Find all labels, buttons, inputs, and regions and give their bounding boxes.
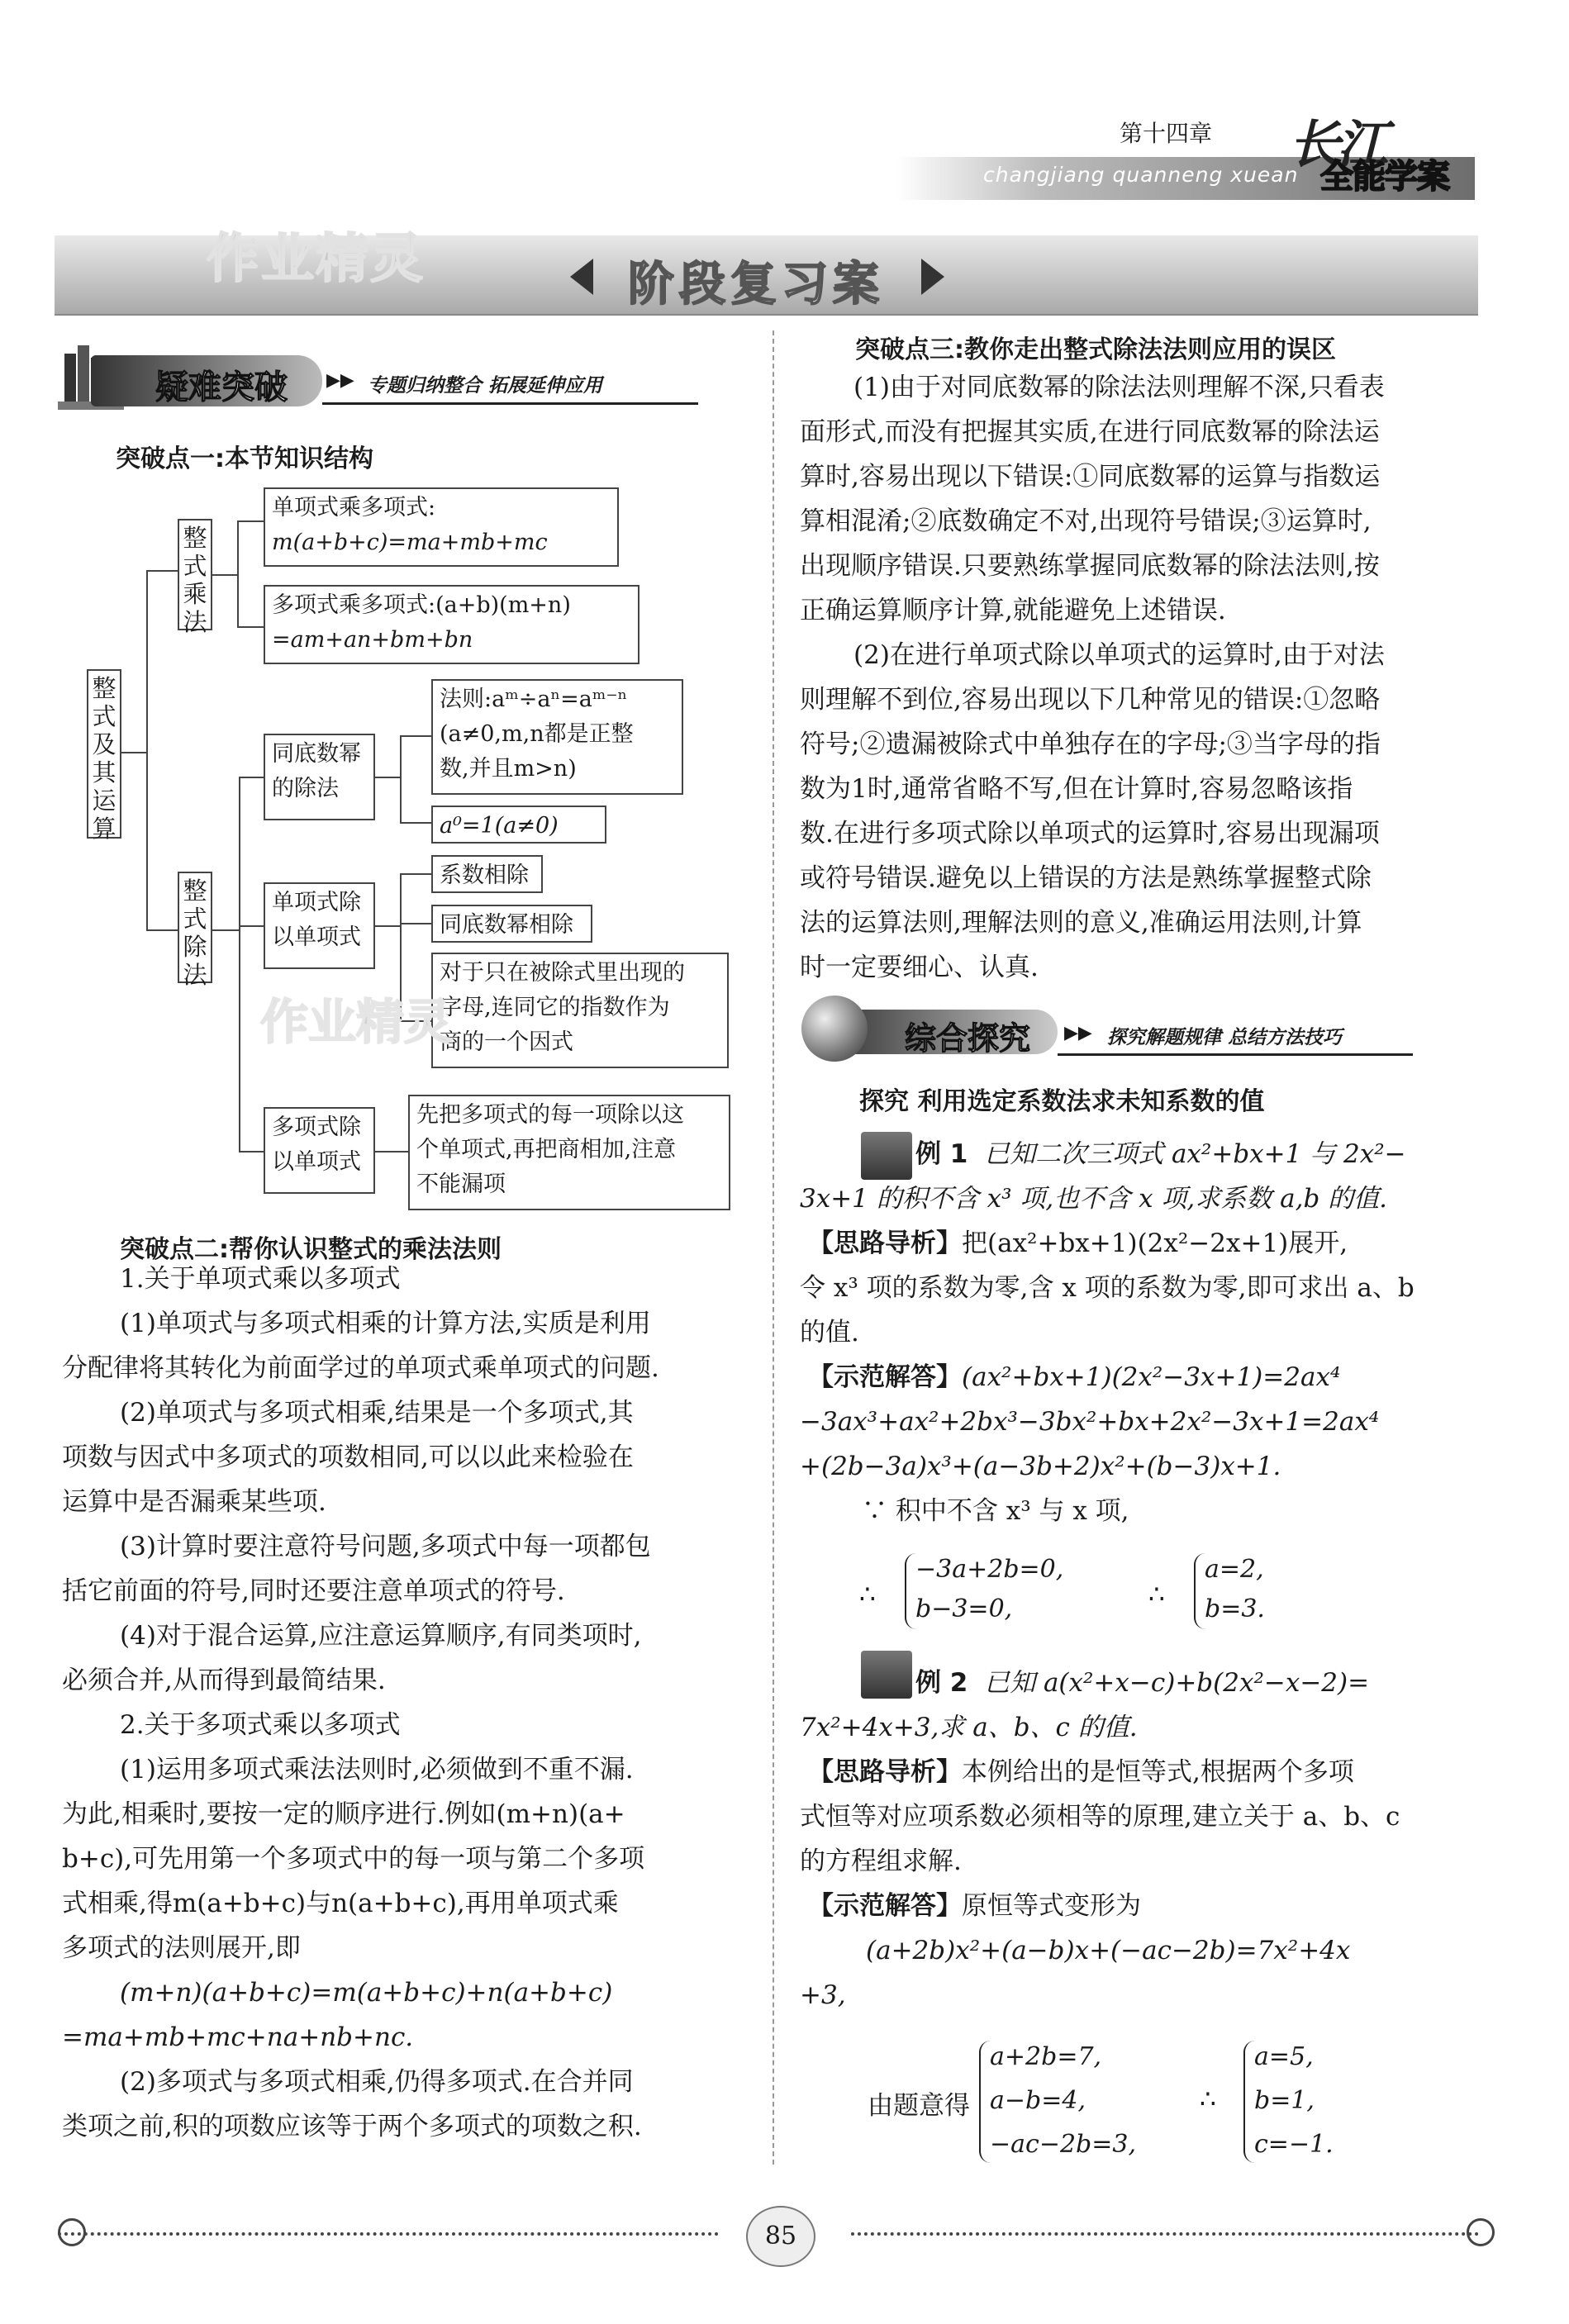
- header-pinyin: changjiang quanneng xuean: [983, 163, 1299, 187]
- column-divider: [773, 330, 774, 2165]
- tree-poly-rule: 先把多项式的每一项除以这 个单项式,再把商相加,注意 不能漏项: [408, 1095, 730, 1210]
- para-line: 必须合并,从而得到最简结果.: [62, 1666, 386, 1695]
- point2-title: 突破点二:帮你认识整式的乘法法则: [120, 1235, 502, 1264]
- section1-subtitle: 专题归纳整合 拓展延伸应用: [368, 374, 603, 397]
- banner-title: 阶段复习案: [628, 258, 884, 311]
- para-line: 项数与因式中多项式的项数相同,可以以此来检验在: [62, 1442, 634, 1472]
- double-arrow-icon: ▶▶: [326, 370, 354, 391]
- think-label: 【思路导析】: [808, 1757, 962, 1787]
- para-line: 2.关于多项式乘以多项式: [120, 1710, 401, 1740]
- para-line: 算相混淆;②底数确定不对,出现符号错误;③运算时,: [800, 506, 1372, 536]
- para-line: 数.在进行多项式除以单项式的运算时,容易出现漏项: [800, 819, 1380, 848]
- therefore-symbol: ∴: [1148, 1580, 1165, 1609]
- system2: a+2b=7, a−b=4, −ac−2b=3,: [990, 2042, 1137, 2159]
- system1: −3a+2b=0, b−3=0,: [915, 1555, 1064, 1623]
- left-body: [62, 1257, 764, 2149]
- tree-coef-div: 系数相除: [431, 855, 543, 893]
- para-line: 分配律将其转化为前面学过的单项式乘单项式的问题.: [62, 1353, 659, 1383]
- para-line: 类项之前,积的项数应该等于两个多项式的项数之积.: [62, 2112, 642, 2141]
- example2-label: 例 2: [915, 1668, 968, 1698]
- banner-right-arrow-icon: [921, 259, 944, 295]
- tree-same-base-div: 同底数幂相除: [431, 905, 592, 943]
- explore-title: 探究 利用选定系数法求未知系数的值: [859, 1087, 1265, 1116]
- para-line: 法的运算法则,理解法则的意义,准确运用法则,计算: [800, 908, 1362, 938]
- para-line: 时一定要细心、认真.: [800, 953, 1039, 982]
- para-line: 出现顺序错误.只要熟练掌握同底数幂的除法法则,按: [800, 551, 1380, 581]
- think-label: 【思路导析】: [808, 1229, 962, 1258]
- tree-poly-div-mono: 多项式除以单项式: [264, 1107, 375, 1194]
- example1-label: 例 1: [915, 1139, 968, 1169]
- para-line: (2)多项式与多项式相乘,仍得多项式.在合并同: [120, 2067, 634, 2097]
- given-text: 由题意得: [868, 2091, 970, 2121]
- chapter-label: 第十四章: [1120, 120, 1213, 147]
- formula-line: =ma+mb+mc+na+nb+nc.: [62, 2022, 414, 2052]
- example2: 例 2 已知 a(x²+x−c)+b(2x²−x−2)= 7x²+4x+3,求 a、b、c 的值. 【思路导析】本例给出的是恒等式,根据两个多项 式恒等对应项系数必须相等的原理,建立关于 a、b、c 的方程组求解. 【示范解答】原恒等式变形为 (a+2b)x²+(a−b)x+(−ac−2b)=7x²+4x +3,: [800, 1668, 1400, 2010]
- right-body: [800, 365, 1494, 990]
- para-line: (2)单项式与多项式相乘,结果是一个多项式,其: [120, 1398, 634, 1428]
- para-line: 符号;②遗漏被除式中单独存在的字母;③当字母的指: [800, 730, 1381, 759]
- section2-underline: [1058, 1053, 1413, 1056]
- section2-subtitle: 探究解题规律 总结方法技巧: [1107, 1026, 1343, 1048]
- tree-only-in-dividend: 对于只在被除式里出现的 字母,连同它的指数作为 商的一个因式: [431, 953, 729, 1068]
- globe-icon: [801, 996, 868, 1062]
- section2-title: 综合探究: [905, 1020, 1031, 1057]
- tree-same-base: 同底数幂的除法: [264, 734, 375, 820]
- tree-mono-poly: 单项式乘多项式: m(a+b+c)=ma+mb+mc: [264, 487, 619, 567]
- para-line: (1)单项式与多项式相乘的计算方法,实质是利用: [120, 1309, 651, 1338]
- example1: 例 1 已知二次三项式 ax²+bx+1 与 2x²− 3x+1 的积不含 x³ 项,也不含 x 项,求系数 a,b 的值. 【思路导析】把(ax²+bx+1)(2x²−2x+1)展开, 令 x³ 项的系数为零,含 x 项的系数为零,即可求出 a、b 的值. 【示范解答】(ax²+bx+1)(2x²−3x+1)=2ax⁴ −3ax³+ax²+2bx³−3bx²+bx+2x²−3x+1=2ax⁴ +(2b−3a)x³+(a−3b+2)x²+(b−3)x+1. ∵ 积中不含 x³ 与 x 项,: [800, 1139, 1414, 1526]
- para-line: 为此,相乘时,要按一定的顺序进行.例如(m+n)(a+: [62, 1799, 625, 1829]
- tree-poly-poly: 多项式乘多项式:(a+b)(m+n) =am+an+bm+bn: [264, 585, 639, 664]
- logo-text: 全能学案: [1320, 158, 1449, 196]
- watermark-mid: 作业精灵: [260, 994, 453, 1050]
- answer1: a=2, b=3.: [1205, 1555, 1265, 1623]
- tree-mult: 整式乘法: [178, 519, 212, 630]
- para-line: 则理解不到位,容易出现以下几种常见的错误:①忽略: [800, 685, 1381, 715]
- section1-underline: [322, 402, 698, 405]
- para-line: 1.关于单项式乘以多项式: [120, 1264, 401, 1294]
- para-line: 或符号错误.避免以上错误的方法是熟练掌握整式除: [800, 863, 1372, 893]
- tree-mono-div-mono: 单项式除以单项式: [264, 882, 375, 969]
- tree-rule: 法则:aᵐ÷aⁿ=aᵐ⁻ⁿ (a≠0,m,n都是正整 数,并且m>n): [431, 679, 683, 795]
- therefore-symbol: ∴: [859, 1580, 876, 1609]
- section1-title: 疑难突破: [155, 368, 288, 406]
- footer-dotted-left: [58, 2232, 719, 2236]
- para-line: (3)计算时要注意符号问题,多项式中每一项都包: [120, 1532, 651, 1561]
- tree-root: 整式及其运算: [87, 669, 121, 839]
- point3-title: 突破点三:教你走出整式除法法则应用的误区: [855, 335, 1336, 364]
- watermark-top: 作业精灵: [207, 228, 425, 290]
- para-line: 面形式,而没有把握其实质,在进行同底数幂的除法运: [800, 417, 1380, 447]
- answer2: a=5, b=1, c=−1.: [1254, 2042, 1334, 2159]
- para-line: 多项式的法则展开,即: [62, 1933, 301, 1963]
- para-line: (2)在进行单项式除以单项式的运算时,由于对法: [853, 640, 1385, 670]
- para-line: (4)对于混合运算,应注意运算顺序,有同类项时,: [120, 1621, 642, 1651]
- logo-cjk: 长江: [1289, 114, 1386, 174]
- para-line: (1)由于对同底数幂的除法法则理解不深,只看表: [853, 373, 1385, 402]
- para-line: (1)运用多项式乘法法则时,必须做到不重不漏.: [120, 1755, 634, 1785]
- point1-title: 突破点一:本节知识结构: [116, 444, 373, 473]
- formula-line: (m+n)(a+b+c)=m(a+b+c)+n(a+b+c): [120, 1978, 613, 2008]
- footer-dotted-right: [851, 2232, 1479, 2236]
- para-line: b+c),可先用第一个多项式中的每一项与第二个多项: [62, 1844, 645, 1874]
- double-arrow-icon: ▶▶: [1064, 1023, 1092, 1043]
- tree-div: 整式除法: [178, 872, 212, 983]
- page-number: 85: [746, 2206, 815, 2267]
- swirl-right-icon: [1467, 2218, 1495, 2246]
- para-line: 式相乘,得m(a+b+c)与n(a+b+c),再用单项式乘: [62, 1889, 619, 1918]
- para-line: 算时,容易出现以下错误:①同底数幂的运算与指数运: [800, 462, 1381, 492]
- solution-label: 【示范解答】: [808, 1362, 962, 1392]
- para-line: 正确运算顺序计算,就能避免上述错误.: [800, 596, 1226, 625]
- para-line: 括它前面的符号,同时还要注意单项式的符号.: [62, 1576, 565, 1606]
- tree-zero-power: a⁰=1(a≠0): [431, 806, 606, 844]
- para-line: 数为1时,通常省略不写,但在计算时,容易忽略该指: [800, 774, 1353, 804]
- banner-left-arrow-icon: [570, 259, 593, 295]
- para-line: 运算中是否漏乘某些项.: [62, 1487, 326, 1517]
- solution-label: 【示范解答】: [808, 1891, 962, 1921]
- therefore-symbol: ∴: [1200, 2084, 1216, 2114]
